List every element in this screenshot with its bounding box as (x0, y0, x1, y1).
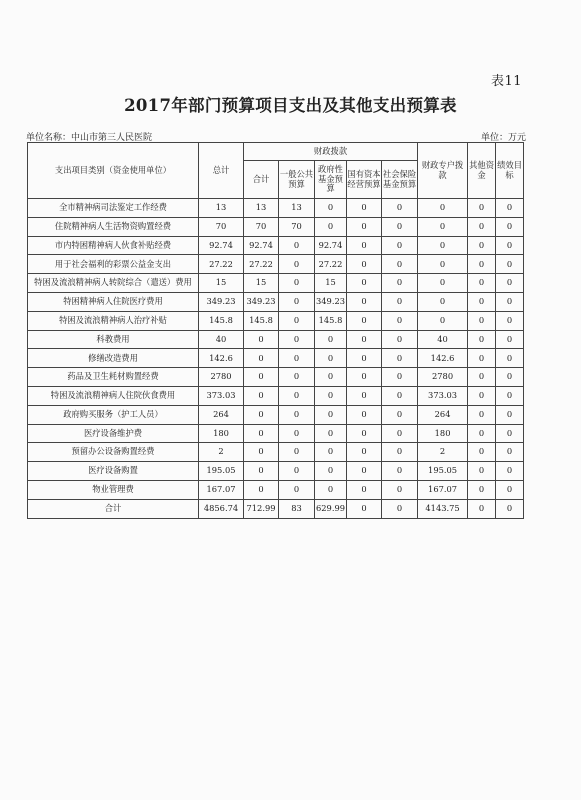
cell-special: 264 (418, 405, 468, 424)
cell-social-fund: 0 (382, 255, 418, 274)
cell-gov-fund: 0 (315, 443, 347, 462)
cell-name: 市内特困精神病人伙食补贴经费 (28, 236, 199, 255)
cell-other: 0 (468, 199, 496, 218)
cell-state-capital: 0 (347, 349, 382, 368)
cell-gov-fund: 0 (315, 199, 347, 218)
cell-subtotal: 145.8 (244, 311, 279, 330)
cell-total: 70 (199, 217, 244, 236)
cell-name: 全市精神病司法鉴定工作经费 (28, 199, 199, 218)
cell-name: 科教费用 (28, 330, 199, 349)
cell-special: 167.07 (418, 480, 468, 499)
cell-social-fund: 0 (382, 386, 418, 405)
cell-general: 0 (279, 424, 315, 443)
cell-subtotal: 0 (244, 462, 279, 481)
cell-special: 0 (418, 255, 468, 274)
cell-state-capital: 0 (347, 443, 382, 462)
header-gov-fund: 政府性基金预算 (315, 161, 347, 199)
cell-social-fund: 0 (382, 199, 418, 218)
cell-gov-fund: 629.99 (315, 499, 347, 518)
cell-performance: 0 (496, 292, 524, 311)
cell-state-capital: 0 (347, 217, 382, 236)
table-row (28, 292, 524, 311)
cell-name: 特困及流浪精神病人转院综合（遣送）费用 (28, 274, 199, 293)
unit-name: 单位名称：中山市第三人民医院 (26, 133, 153, 143)
cell-general: 70 (279, 217, 315, 236)
cell-general: 0 (279, 330, 315, 349)
cell-performance: 0 (496, 349, 524, 368)
cell-subtotal: 0 (244, 424, 279, 443)
cell-subtotal: 712.99 (244, 499, 279, 518)
cell-gov-fund: 349.23 (315, 292, 347, 311)
table-header (28, 143, 524, 199)
cell-special: 4143.75 (418, 499, 468, 518)
cell-special: 0 (418, 274, 468, 293)
table-row (28, 499, 524, 518)
cell-other: 0 (468, 274, 496, 293)
cell-subtotal: 0 (244, 330, 279, 349)
cell-name: 医疗设备维护费 (28, 424, 199, 443)
cell-total: 13 (199, 199, 244, 218)
cell-total: 2 (199, 443, 244, 462)
cell-special: 2 (418, 443, 468, 462)
table-number: 表11 (491, 74, 523, 89)
page-title: 2017年部门预算项目支出及其他支出预算表 (124, 96, 457, 115)
cell-general: 0 (279, 349, 315, 368)
table-row (28, 255, 524, 274)
cell-social-fund: 0 (382, 274, 418, 293)
cell-name: 政府购买服务（护工人员） (28, 405, 199, 424)
cell-other: 0 (468, 330, 496, 349)
cell-subtotal: 92.74 (244, 236, 279, 255)
cell-special: 180 (418, 424, 468, 443)
table-row (28, 443, 524, 462)
cell-other: 0 (468, 255, 496, 274)
cell-name: 特困精神病人住院医疗费用 (28, 292, 199, 311)
cell-general: 13 (279, 199, 315, 218)
cell-social-fund: 0 (382, 443, 418, 462)
cell-subtotal: 13 (244, 199, 279, 218)
cell-general: 83 (279, 499, 315, 518)
table-row (28, 405, 524, 424)
cell-total: 15 (199, 274, 244, 293)
cell-general: 0 (279, 274, 315, 293)
header-state-capital: 国有资本经营预算 (347, 161, 382, 199)
table-row (28, 462, 524, 481)
cell-special: 142.6 (418, 349, 468, 368)
cell-social-fund: 0 (382, 217, 418, 236)
cell-special: 0 (418, 311, 468, 330)
header-other: 其他资金 (468, 143, 496, 199)
table-row (28, 217, 524, 236)
cell-subtotal: 0 (244, 368, 279, 387)
cell-gov-fund: 0 (315, 368, 347, 387)
cell-other: 0 (468, 424, 496, 443)
cell-total: 40 (199, 330, 244, 349)
cell-other: 0 (468, 292, 496, 311)
cell-performance: 0 (496, 480, 524, 499)
cell-performance: 0 (496, 443, 524, 462)
header-category: 支出项目类别（资金使用单位） (28, 143, 199, 199)
cell-subtotal: 0 (244, 480, 279, 499)
cell-total: 349.23 (199, 292, 244, 311)
cell-general: 0 (279, 255, 315, 274)
table-body (28, 199, 524, 519)
cell-total: 264 (199, 405, 244, 424)
header-general: 一般公共预算 (279, 161, 315, 199)
cell-social-fund: 0 (382, 236, 418, 255)
cell-other: 0 (468, 217, 496, 236)
cell-state-capital: 0 (347, 480, 382, 499)
cell-other: 0 (468, 311, 496, 330)
cell-gov-fund: 0 (315, 480, 347, 499)
table-row (28, 480, 524, 499)
header-total: 总计 (199, 143, 244, 199)
cell-general: 0 (279, 292, 315, 311)
cell-state-capital: 0 (347, 499, 382, 518)
cell-subtotal: 0 (244, 443, 279, 462)
cell-total: 145.8 (199, 311, 244, 330)
cell-special: 0 (418, 217, 468, 236)
cell-gov-fund: 27.22 (315, 255, 347, 274)
cell-social-fund: 0 (382, 330, 418, 349)
cell-subtotal: 349.23 (244, 292, 279, 311)
cell-gov-fund: 0 (315, 330, 347, 349)
table-row (28, 274, 524, 293)
cell-name: 合计 (28, 499, 199, 518)
cell-name: 医疗设备购置 (28, 462, 199, 481)
cell-performance: 0 (496, 386, 524, 405)
table-row (28, 368, 524, 387)
header-subtotal: 合计 (244, 161, 279, 199)
table-row (28, 386, 524, 405)
cell-social-fund: 0 (382, 311, 418, 330)
cell-other: 0 (468, 462, 496, 481)
cell-special: 40 (418, 330, 468, 349)
cell-total: 142.6 (199, 349, 244, 368)
cell-social-fund: 0 (382, 349, 418, 368)
cell-social-fund: 0 (382, 368, 418, 387)
cell-performance: 0 (496, 330, 524, 349)
cell-general: 0 (279, 236, 315, 255)
cell-state-capital: 0 (347, 292, 382, 311)
cell-state-capital: 0 (347, 424, 382, 443)
cell-social-fund: 0 (382, 292, 418, 311)
cell-other: 0 (468, 405, 496, 424)
cell-state-capital: 0 (347, 236, 382, 255)
cell-name: 物业管理费 (28, 480, 199, 499)
cell-total: 27.22 (199, 255, 244, 274)
cell-state-capital: 0 (347, 368, 382, 387)
cell-name: 住院精神病人生活物资购置经费 (28, 217, 199, 236)
cell-general: 0 (279, 386, 315, 405)
cell-general: 0 (279, 462, 315, 481)
cell-general: 0 (279, 443, 315, 462)
cell-name: 特困及流浪精神病人住院伙食费用 (28, 386, 199, 405)
cell-gov-fund: 145.8 (315, 311, 347, 330)
cell-gov-fund: 0 (315, 462, 347, 481)
cell-other: 0 (468, 349, 496, 368)
cell-special: 0 (418, 199, 468, 218)
cell-performance: 0 (496, 255, 524, 274)
cell-state-capital: 0 (347, 199, 382, 218)
cell-special: 2780 (418, 368, 468, 387)
cell-state-capital: 0 (347, 330, 382, 349)
cell-performance: 0 (496, 462, 524, 481)
cell-total: 167.07 (199, 480, 244, 499)
cell-performance: 0 (496, 368, 524, 387)
table-row (28, 236, 524, 255)
cell-subtotal: 27.22 (244, 255, 279, 274)
cell-other: 0 (468, 443, 496, 462)
cell-social-fund: 0 (382, 499, 418, 518)
table-row (28, 311, 524, 330)
cell-subtotal: 0 (244, 349, 279, 368)
cell-subtotal: 70 (244, 217, 279, 236)
cell-special: 195.05 (418, 462, 468, 481)
cell-general: 0 (279, 480, 315, 499)
cell-total: 4856.74 (199, 499, 244, 518)
header-special: 财政专户拨款 (418, 143, 468, 199)
cell-gov-fund: 15 (315, 274, 347, 293)
cell-state-capital: 0 (347, 274, 382, 293)
header-fiscal: 财政拨款 (244, 143, 418, 161)
cell-total: 373.03 (199, 386, 244, 405)
cell-social-fund: 0 (382, 480, 418, 499)
cell-performance: 0 (496, 217, 524, 236)
cell-gov-fund: 92.74 (315, 236, 347, 255)
cell-other: 0 (468, 368, 496, 387)
cell-gov-fund: 0 (315, 217, 347, 236)
cell-total: 2780 (199, 368, 244, 387)
cell-performance: 0 (496, 236, 524, 255)
cell-name: 药品及卫生耗材购置经费 (28, 368, 199, 387)
cell-performance: 0 (496, 499, 524, 518)
cell-social-fund: 0 (382, 462, 418, 481)
cell-state-capital: 0 (347, 255, 382, 274)
cell-general: 0 (279, 311, 315, 330)
cell-special: 0 (418, 236, 468, 255)
cell-performance: 0 (496, 199, 524, 218)
table-row (28, 330, 524, 349)
cell-social-fund: 0 (382, 424, 418, 443)
unit-label: 单位：万元 (481, 133, 527, 143)
cell-performance: 0 (496, 311, 524, 330)
cell-subtotal: 15 (244, 274, 279, 293)
cell-name: 特困及流浪精神病人治疗补贴 (28, 311, 199, 330)
cell-gov-fund: 0 (315, 405, 347, 424)
cell-state-capital: 0 (347, 311, 382, 330)
cell-name: 修缮改造费用 (28, 349, 199, 368)
cell-other: 0 (468, 236, 496, 255)
cell-state-capital: 0 (347, 386, 382, 405)
cell-total: 92.74 (199, 236, 244, 255)
cell-subtotal: 0 (244, 405, 279, 424)
header-performance: 绩效目标 (496, 143, 524, 199)
cell-performance: 0 (496, 405, 524, 424)
cell-other: 0 (468, 386, 496, 405)
cell-performance: 0 (496, 274, 524, 293)
cell-special: 0 (418, 292, 468, 311)
cell-total: 195.05 (199, 462, 244, 481)
cell-other: 0 (468, 480, 496, 499)
cell-name: 预留办公设备购置经费 (28, 443, 199, 462)
header-social-fund: 社会保险基金预算 (382, 161, 418, 199)
cell-social-fund: 0 (382, 405, 418, 424)
table-row (28, 349, 524, 368)
cell-state-capital: 0 (347, 462, 382, 481)
cell-general: 0 (279, 368, 315, 387)
cell-total: 180 (199, 424, 244, 443)
cell-gov-fund: 0 (315, 349, 347, 368)
table-row (28, 199, 524, 218)
budget-table (27, 142, 524, 519)
cell-gov-fund: 0 (315, 386, 347, 405)
cell-other: 0 (468, 499, 496, 518)
cell-name: 用于社会福利的彩票公益金支出 (28, 255, 199, 274)
cell-general: 0 (279, 405, 315, 424)
cell-gov-fund: 0 (315, 424, 347, 443)
table-row (28, 424, 524, 443)
cell-performance: 0 (496, 424, 524, 443)
cell-state-capital: 0 (347, 405, 382, 424)
cell-special: 373.03 (418, 386, 468, 405)
cell-subtotal: 0 (244, 386, 279, 405)
